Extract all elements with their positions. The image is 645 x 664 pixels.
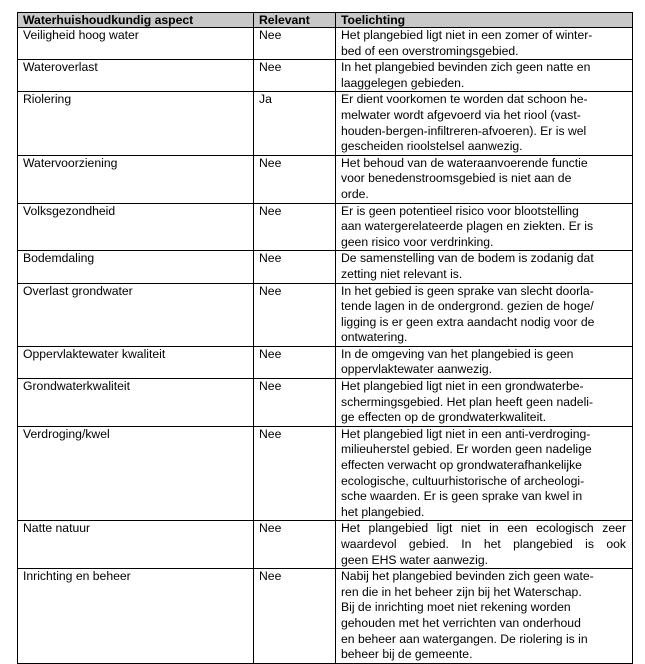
cell-aspect: Natte natuur <box>18 521 254 569</box>
toelichting-line: tende lagen in de ondergrond. gezien de hoge/ <box>341 299 594 314</box>
toelichting-line: schermingsgebied. Het plan heeft geen nadeli- <box>341 394 594 409</box>
toelichting-line: ligging is er geen extra aandacht nodig voor de <box>341 314 595 329</box>
cell-toelichting <box>336 203 633 251</box>
cell-toelichting <box>336 426 633 521</box>
cell-relevant: Nee <box>254 379 336 427</box>
toelichting-line: melwater wordt afgevoerd via het riool (vast- <box>341 107 581 122</box>
table-row <box>18 379 633 427</box>
toelichting-line: De samenstelling van de bodem is zodanig dat <box>341 251 594 266</box>
toelichting-line: Het behoud van de wateraanvoerende functie <box>341 155 588 170</box>
cell-aspect: Riolering <box>18 92 254 155</box>
toelichting-line: Het plangebied ligt niet in een anti-verdroging- <box>341 426 591 441</box>
table-row <box>18 283 633 346</box>
table-row <box>18 60 633 92</box>
cell-relevant: Nee <box>254 426 336 521</box>
cell-relevant: Nee <box>254 521 336 569</box>
cell-toelichting <box>336 251 633 283</box>
header-row <box>18 13 633 28</box>
cell-relevant: Nee <box>254 283 336 346</box>
table-header <box>18 13 633 28</box>
cell-relevant: Nee <box>254 28 336 60</box>
toelichting-line: orde. <box>341 186 369 201</box>
table-row <box>18 92 633 155</box>
table-row <box>18 28 633 60</box>
toelichting-line: houden-bergen-infiltreren-afvoeren). Er is wel <box>341 123 587 138</box>
toelichting-line: Het plangebied ligt niet in een ecologisch zeer <box>341 521 626 536</box>
table-row <box>18 155 633 203</box>
header-toelichting: Toelichting <box>336 13 633 28</box>
toelichting-line: In het gebied is geen sprake van slecht doorla- <box>341 283 594 298</box>
cell-relevant: Nee <box>254 346 336 378</box>
cell-aspect: Verdroging/kwel <box>18 426 254 521</box>
table-row <box>18 521 633 569</box>
toelichting-line: Bij de inrichting moet niet rekening worden <box>341 600 571 615</box>
cell-relevant: Nee <box>254 251 336 283</box>
toelichting-line: aan watergerelateerde plagen en ziekten. Er is <box>341 219 594 234</box>
cell-toelichting <box>336 346 633 378</box>
toelichting-line: Nabij het plangebied bevinden zich geen wate- <box>341 569 594 584</box>
cell-toelichting <box>336 283 633 346</box>
toelichting-line: ren die in het beheer zijn bij het Waterschap. <box>341 584 582 599</box>
cell-relevant: Nee <box>254 203 336 251</box>
toelichting-line: en beheer aan watergangen. De riolering is in <box>341 631 588 646</box>
cell-aspect: Bodemdaling <box>18 251 254 283</box>
cell-relevant: Nee <box>254 155 336 203</box>
toelichting-line: waardevol gebied. In het plangebied is ook <box>341 537 626 551</box>
cell-toelichting <box>336 92 633 155</box>
toelichting-line: effecten verwacht op grondwaterafhankelijke <box>341 458 582 473</box>
cell-relevant: Nee <box>254 60 336 92</box>
toelichting-line: geen EHS water aanwezig. <box>341 552 489 567</box>
toelichting-line: bed of een overstromingsgebied. <box>341 43 519 58</box>
cell-toelichting <box>336 28 633 60</box>
toelichting-line: Het plangebied ligt niet in een grondwaterbe- <box>341 379 584 394</box>
cell-aspect: Wateroverlast <box>18 60 254 92</box>
toelichting-line: Het plangebied ligt niet in een zomer of winter- <box>341 28 593 42</box>
table-row <box>18 346 633 378</box>
toelichting-line: gehouden met het verrichten van onderhoud <box>341 615 581 630</box>
toelichting-line: ecologische, cultuurhistorische of archeologi- <box>341 473 585 488</box>
cell-toelichting <box>336 155 633 203</box>
table-row <box>18 426 633 521</box>
toelichting-line: laaggelegen gebieden. <box>341 75 465 90</box>
cell-aspect: Grondwaterkwaliteit <box>18 379 254 427</box>
toelichting-line: gescheiden rioolstelsel aanwezig. <box>341 139 523 154</box>
table-row <box>18 569 633 664</box>
toelichting-line: oppervlaktewater aanwezig. <box>341 362 493 377</box>
header-aspect: Waterhuishoudkundig aspect <box>18 13 254 28</box>
toelichting-line: ge effecten op de grondwaterkwaliteit. <box>341 410 547 425</box>
toelichting-line: In het plangebied bevinden zich geen natte en <box>341 60 591 75</box>
toelichting-line: sche waarden. Er is geen sprake van kwel in <box>341 489 583 504</box>
table-body <box>18 28 633 664</box>
cell-toelichting <box>336 60 633 92</box>
toelichting-line: Er is geen potentieel risico voor blootstelling <box>341 203 579 218</box>
cell-aspect: Watervoorziening <box>18 155 254 203</box>
toelichting-line: beheer bij de gemeente. <box>341 647 473 662</box>
cell-relevant: Ja <box>254 92 336 155</box>
toelichting-line: voor benedenstroomsgebied is niet aan de <box>341 171 572 186</box>
cell-aspect: Overlast grondwater <box>18 283 254 346</box>
cell-aspect: Volksgezondheid <box>18 203 254 251</box>
cell-toelichting <box>336 379 633 427</box>
table-row <box>18 251 633 283</box>
toelichting-line: milieuherstel gebied. Er worden geen nadelige <box>341 442 592 457</box>
table-row <box>18 203 633 251</box>
cell-aspect: Inrichting en beheer <box>18 569 254 664</box>
cell-relevant: Nee <box>254 569 336 664</box>
cell-toelichting <box>336 569 633 664</box>
water-aspects-table <box>17 12 633 664</box>
header-relevant: Relevant <box>254 13 336 28</box>
cell-toelichting <box>336 521 633 569</box>
toelichting-line: zetting niet relevant is. <box>341 266 463 281</box>
cell-aspect: Veiligheid hoog water <box>18 28 254 60</box>
cell-aspect: Oppervlaktewater kwaliteit <box>18 346 254 378</box>
toelichting-line: In de omgeving van het plangebied is geen <box>341 346 574 361</box>
toelichting-line: het plangebied. <box>341 504 425 519</box>
toelichting-line: ontwatering. <box>341 330 408 345</box>
toelichting-line: geen risico voor verdrinking. <box>341 234 494 249</box>
toelichting-line: Er dient voorkomen te worden dat schoon he- <box>341 92 588 107</box>
